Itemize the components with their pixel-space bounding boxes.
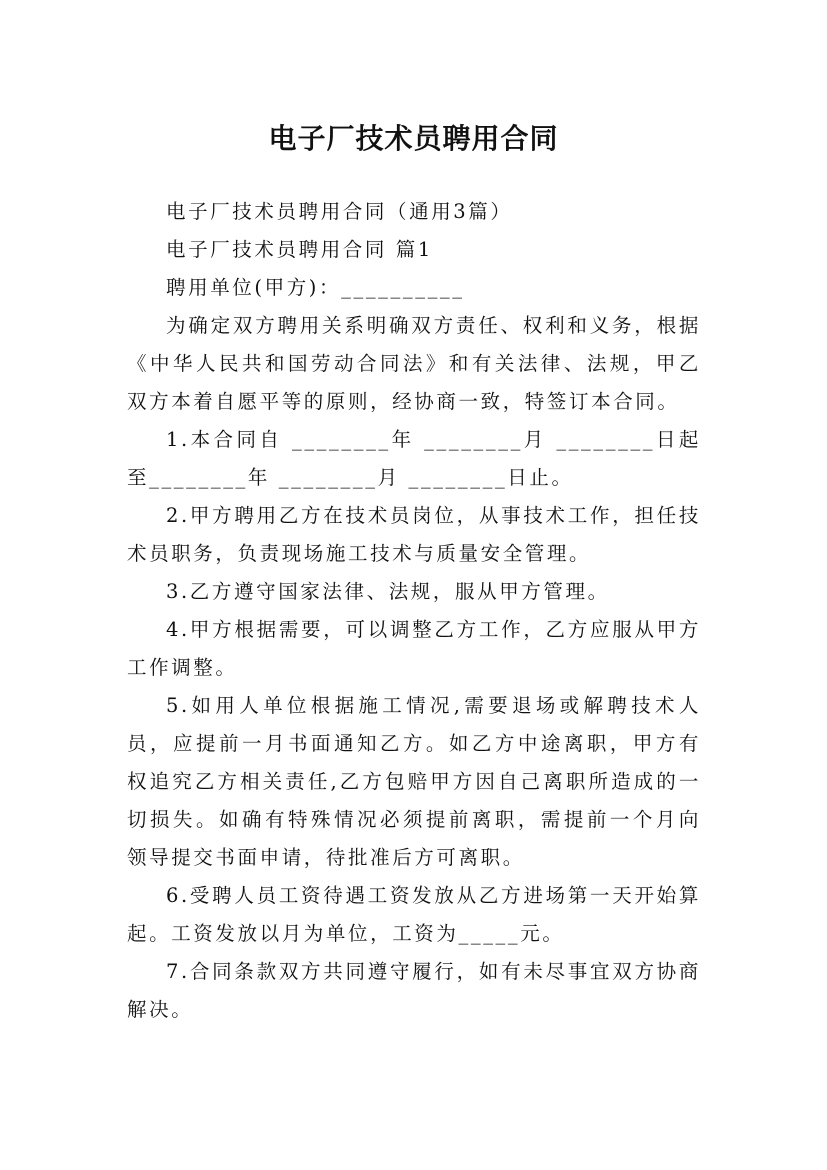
clause-6: 6.受聘人员工资待遇工资发放从乙方进场第一天开始算起。工资发放以月为单位，工资为_____元。	[127, 884, 701, 945]
party-a-line: 聘用单位(甲方)：__________	[166, 276, 465, 299]
clause-4: 4.甲方根据需要，可以调整乙方工作，乙方应服从甲方工作调整。	[127, 618, 701, 679]
document-title: 电子厂技术员聘用合同	[268, 121, 559, 155]
clause-1: 1.本合同自 ________年 ________月 ________日起至________年 ________月 ________日止。	[127, 428, 701, 489]
clause-3: 3.乙方遵守国家法律、法规，服从甲方管理。	[166, 580, 610, 603]
clause-2: 2.甲方聘用乙方在技术员岗位，从事技术工作，担任技术员职务，负责现场施工技术与质量安全管理。	[127, 504, 701, 565]
subtitle: 电子厂技术员聘用合同（通用3篇）	[166, 200, 513, 223]
clause-5: 5.如用人单位根据施工情况,需要退场或解聘技术人员，应提前一月书面通知乙方。如乙方中途离职，甲方有权追究乙方相关责任,乙方包赔甲方因自己离职所造成的一切损失。如确有特殊情况必须提前离职，需提前一个月向领导提交书面申请，待批准后方可离职。	[127, 694, 701, 869]
clause-7: 7.合同条款双方共同遵守履行，如有未尽事宜双方协商解决。	[127, 960, 701, 1021]
section-heading: 电子厂技术员聘用合同 篇1	[166, 238, 433, 261]
preamble-paragraph: 为确定双方聘用关系明确双方责任、权利和义务，根据《中华人民共和国劳动合同法》和有关法律、法规，甲乙双方本着自愿平等的原则，经协商一致，特签订本合同。	[127, 314, 701, 413]
document-body	[127, 193, 701, 1029]
